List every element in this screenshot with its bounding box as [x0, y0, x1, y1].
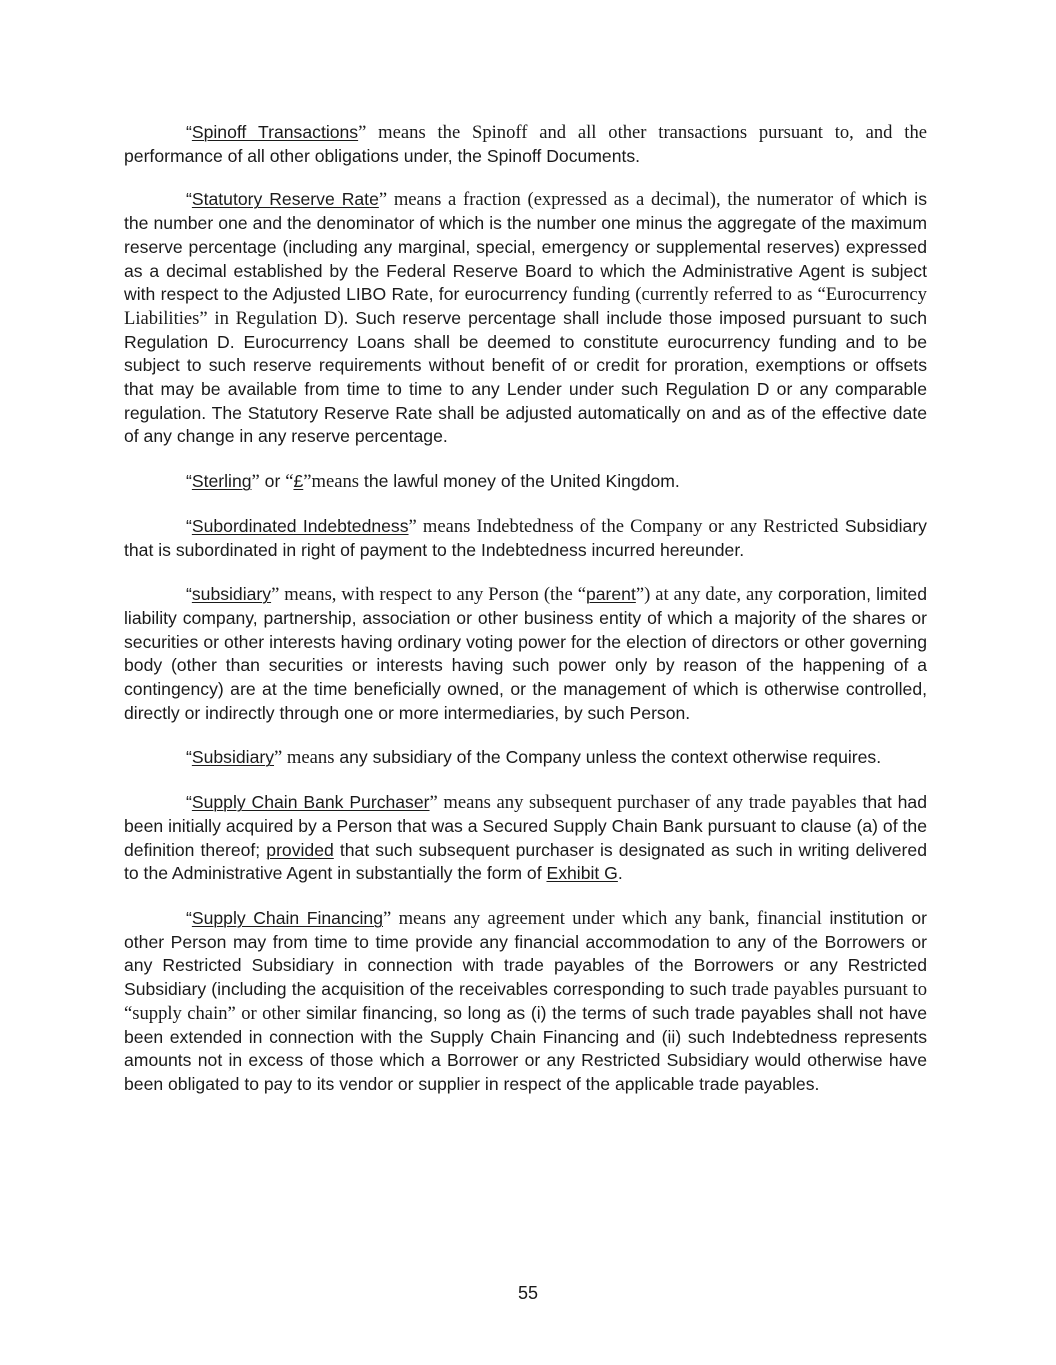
- definition-text: ) at any date, any: [644, 584, 773, 606]
- exhibit-reference: Exhibit G: [546, 863, 618, 884]
- open-quote: “: [186, 515, 192, 536]
- definition-subordinated-indebtedness: [124, 515, 927, 562]
- definition-supply-chain-bank-purchaser: [124, 791, 927, 886]
- definition-text: corporation, limited liability company, partnership, association or other business entity of which a majority of the shares or securities or other interests having ordinary voting power for the election of directors or other governing body (other than securities or interests having such power only by reason of the happening of a contingency) are at the time beneficially owned, or the management of which is otherwise controlled, directly or indirectly through one or more intermediaries, by such Person.: [124, 584, 927, 723]
- open-quote: “: [186, 471, 192, 492]
- definition-statutory-reserve-rate: [124, 188, 927, 449]
- definition-supply-chain-financing: [124, 907, 927, 1097]
- definition-text: institution or other Person may from time to time provide any financial accommodation to any of the Borrowers or any Restricted Subsidiary in connection with trade payables of the Borrowers or any Restricted Subsidiary (including the acquisition of the receivables corresponding to such: [124, 907, 927, 1000]
- definition-text: Subsidiary that is subordinated in right of payment to the Indebtedness incurred hereunder.: [124, 515, 927, 560]
- open-quote: “: [186, 747, 192, 768]
- open-quote: “: [186, 122, 192, 142]
- definition-text: means Indebtedness of the Company or any Restricted: [416, 515, 839, 537]
- close-quote: ”: [429, 792, 438, 814]
- document-page: [124, 121, 927, 1118]
- open-quote: “: [285, 471, 294, 493]
- definition-text: means any agreement under which any bank, financial: [391, 907, 822, 929]
- open-quote: “: [186, 792, 192, 813]
- definition-text: performance of all other obligations under, the Spinoff Documents.: [124, 145, 641, 166]
- definition-text: or: [259, 471, 286, 492]
- definition-sterling: [124, 470, 927, 494]
- defined-term: £: [293, 471, 304, 492]
- defined-term: Supply Chain Bank Purchaser: [191, 792, 430, 813]
- defined-term: subsidiary: [191, 584, 272, 605]
- open-quote: “: [186, 907, 192, 928]
- definition-subsidiary-lowercase: [124, 583, 927, 725]
- close-quote: ”: [274, 747, 283, 769]
- definition-text: means, with respect to any Person (the: [279, 584, 578, 606]
- defined-term: Sterling: [191, 471, 252, 492]
- close-quote: ”: [408, 515, 417, 537]
- definition-text: which is the number one and the denominator of which is the number one minus the aggregate of the maximum reserve percentage (including any marginal, special, emergency or supplemental reserves) expressed as a decimal established by the Federal Reserve Board to which the Administrative Agent is subject with respect to the Adjusted LIBO Rate, for eurocurrency: [124, 189, 927, 305]
- definition-text: means: [282, 747, 335, 769]
- defined-term: Supply Chain Financing: [191, 907, 383, 928]
- page-number: 55: [517, 1283, 539, 1303]
- definition-text: funding (currently referred to as “Eurocurrency Liabilities” in Regulation D).: [124, 284, 927, 329]
- open-quote: “: [186, 189, 192, 210]
- definition-text: the lawful money of the United Kingdom.: [359, 471, 680, 492]
- definition-text: means a fraction (expressed as a decimal), the numerator of: [387, 189, 856, 211]
- definition-text: similar financing, so long as (i) the terms of such trade payables shall not have been extended in connection with the Supply Chain Financing and (ii) such Indebtedness represents amounts not in excess of those which a Borrower or any Restricted Subsidiary would otherwise have been obligated to pay to its vendor or supplier in respect of the applicable trade payables.: [124, 1002, 927, 1094]
- close-quote: ”: [383, 907, 392, 929]
- close-quote: ”: [303, 471, 312, 493]
- close-quote: ”: [635, 584, 645, 606]
- definition-text: means any subsequent purchaser of any trade payables: [437, 792, 857, 814]
- defined-term: Subordinated Indebtedness: [191, 515, 409, 536]
- definition-text: trade payables pursuant to “supply chain” or other: [124, 979, 927, 1024]
- definition-text: any subsidiary of the Company unless the context otherwise requires.: [334, 747, 882, 768]
- definition-text: that such subsequent purchaser is designated as such in writing delivered to the Administrative Agent in substantially the form of: [124, 839, 927, 884]
- defined-term: provided: [266, 839, 334, 860]
- defined-term: Subsidiary: [191, 747, 275, 768]
- definition-text: .: [617, 863, 623, 884]
- close-quote: ”: [358, 122, 367, 143]
- close-quote: ”: [271, 584, 280, 606]
- defined-term: Statutory Reserve Rate: [191, 189, 379, 210]
- definition-text: that had been initially acquired by a Person that was a Secured Supply Chain Bank pursuant to clause (a) of the definition thereof;: [124, 792, 928, 860]
- open-quote: “: [186, 584, 192, 605]
- defined-term: parent: [585, 584, 636, 605]
- definition-subsidiary: [124, 746, 927, 770]
- definition-spinoff-transactions: [124, 121, 927, 168]
- definition-text: Such reserve percentage shall include those imposed pursuant to such Regulation D. Eurocurrency Loans shall be deemed to constitute eurocurrency funding and to be subject to such reserve requirements without benefit of or credit for proration, exemptions or offsets that may be available from time to time to any Lender under such Regulation D or any comparable regulation. The Statutory Reserve Rate shall be adjusted automatically on and as of the effective date of any change in any reserve percentage.: [124, 307, 928, 447]
- close-quote: ”: [251, 471, 260, 493]
- definition-text: means the Spinoff and all other transactions pursuant to, and the: [366, 122, 927, 143]
- close-quote: ”: [378, 189, 388, 211]
- defined-term: Spinoff Transactions: [191, 122, 359, 142]
- definition-text: means: [311, 471, 360, 493]
- open-quote: “: [577, 584, 586, 606]
